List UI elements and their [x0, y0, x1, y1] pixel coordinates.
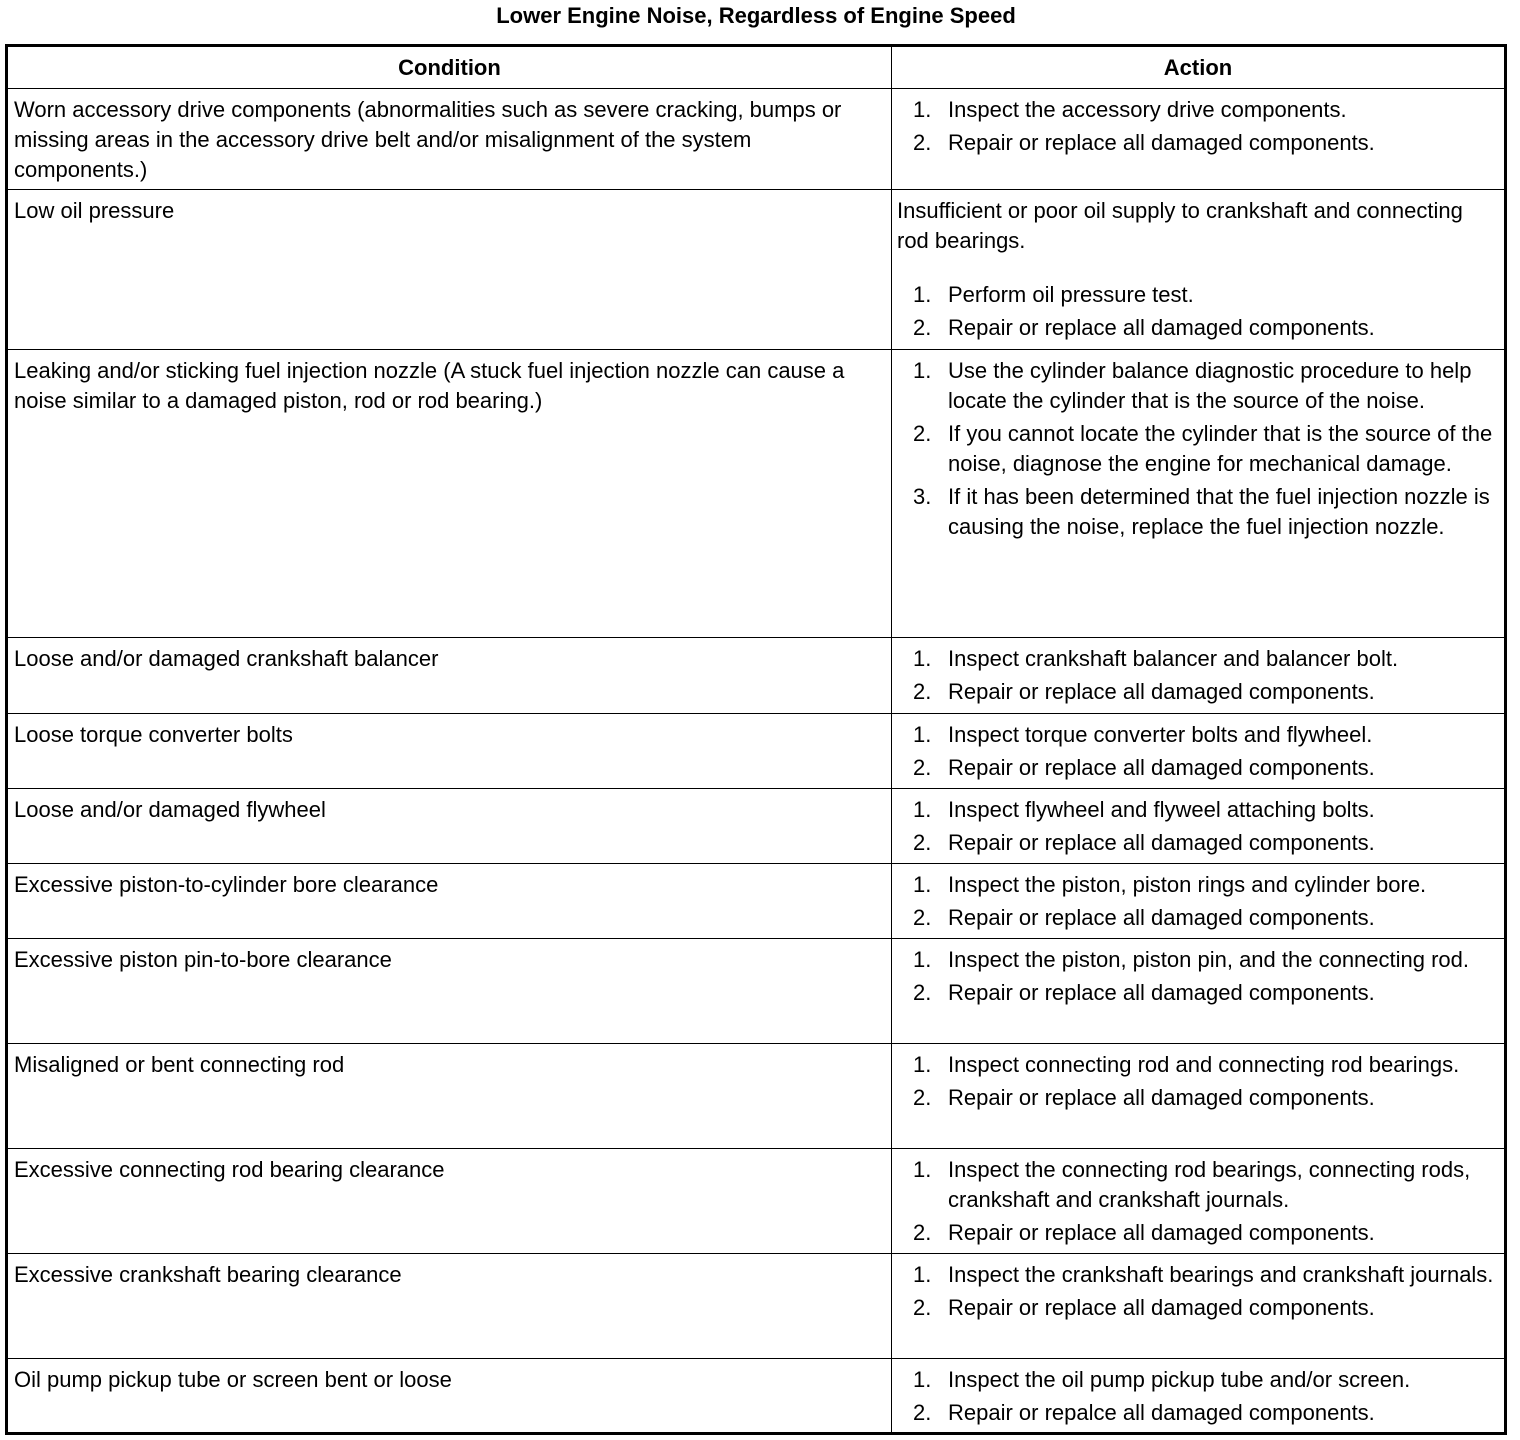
action-steps	[897, 870, 1496, 933]
condition-cell: Leaking and/or sticking fuel injection nozzle (A stuck fuel injection nozzle can cause a noise similar to a damaged piston, rod or rod bearing.)	[7, 350, 892, 638]
action-step	[897, 128, 1496, 158]
step-text: Repair or replace all damaged components.	[948, 1085, 1375, 1110]
action-steps	[897, 945, 1496, 1008]
step-text: Inspect torque converter bolts and flywheel.	[948, 722, 1373, 747]
action-steps	[897, 280, 1496, 343]
step-text: Repair or replace all damaged components.	[948, 315, 1375, 340]
header-row	[7, 46, 1506, 89]
page-title: Lower Engine Noise, Regardless of Engine Speed	[496, 3, 1016, 28]
condition-cell: Low oil pressure	[7, 190, 892, 350]
condition-header: Condition	[7, 46, 892, 89]
action-cell	[892, 939, 1506, 1044]
step-text: Repair or replace all damaged components.	[948, 130, 1375, 155]
step-number: 1.	[913, 282, 932, 307]
step-number: 2.	[913, 1220, 932, 1245]
step-text: Repair or repalce all damaged components.	[948, 1400, 1375, 1425]
step-text: Repair or replace all damaged components.	[948, 755, 1375, 780]
action-step	[897, 356, 1496, 416]
step-text: Repair or replace all damaged components.	[948, 679, 1375, 704]
step-text: Inspect the accessory drive components.	[948, 97, 1347, 122]
step-number: 1.	[913, 358, 932, 383]
table-row	[7, 939, 1506, 1044]
condition-cell: Excessive piston-to-cylinder bore clearance	[7, 864, 892, 939]
action-cell	[892, 864, 1506, 939]
action-step	[897, 828, 1496, 858]
action-step	[897, 419, 1496, 479]
step-text: Repair or replace all damaged components.	[948, 830, 1375, 855]
action-step	[897, 1293, 1496, 1323]
step-number: 2.	[913, 1085, 932, 1110]
action-step	[897, 95, 1496, 125]
step-number: 1.	[913, 947, 932, 972]
action-step	[897, 1398, 1496, 1428]
action-steps	[897, 95, 1496, 158]
step-number: 1.	[913, 646, 932, 671]
action-steps	[897, 644, 1496, 707]
action-steps	[897, 1050, 1496, 1113]
action-step	[897, 482, 1496, 542]
action-step	[897, 753, 1496, 783]
step-text: Repair or replace all damaged components.	[948, 980, 1375, 1005]
condition-cell: Excessive piston pin-to-bore clearance	[7, 939, 892, 1044]
step-number: 2.	[913, 1400, 932, 1425]
action-step	[897, 1260, 1496, 1290]
step-number: 2.	[913, 679, 932, 704]
table-row	[7, 1254, 1506, 1359]
step-text: Repair or replace all damaged components.	[948, 1220, 1375, 1245]
step-number: 2.	[913, 315, 932, 340]
step-text: Inspect the piston, piston pin, and the connecting rod.	[948, 947, 1470, 972]
step-number: 1.	[913, 1052, 932, 1077]
action-steps	[897, 1260, 1496, 1323]
action-step	[897, 978, 1496, 1008]
step-number: 2.	[913, 130, 932, 155]
step-number: 1.	[913, 797, 932, 822]
step-text: Inspect the piston, piston rings and cylinder bore.	[948, 872, 1427, 897]
action-cell	[892, 1044, 1506, 1149]
step-text: Perform oil pressure test.	[948, 282, 1194, 307]
action-header: Action	[892, 46, 1506, 89]
condition-cell: Loose and/or damaged flywheel	[7, 789, 892, 864]
table-row	[7, 1359, 1506, 1434]
diagnosis-table	[5, 44, 1507, 1435]
action-steps	[897, 720, 1496, 783]
step-text: Inspect the connecting rod bearings, connecting rods, crankshaft and crankshaft journals.	[948, 1157, 1471, 1212]
action-step	[897, 870, 1496, 900]
action-steps	[897, 795, 1496, 858]
step-number: 2.	[913, 421, 932, 446]
step-text: Inspect flywheel and flyweel attaching bolts.	[948, 797, 1375, 822]
step-number: 1.	[913, 1367, 932, 1392]
step-text: Repair or replace all damaged components.	[948, 1295, 1375, 1320]
action-step	[897, 644, 1496, 674]
action-step	[897, 677, 1496, 707]
table-row	[7, 638, 1506, 714]
action-step	[897, 1365, 1496, 1395]
table-row	[7, 1149, 1506, 1254]
step-number: 1.	[913, 1262, 932, 1287]
action-step	[897, 795, 1496, 825]
step-number: 1.	[913, 722, 932, 747]
action-step	[897, 720, 1496, 750]
action-cell	[892, 638, 1506, 714]
table-row	[7, 350, 1506, 638]
step-text: Inspect the oil pump pickup tube and/or screen.	[948, 1367, 1411, 1392]
action-step	[897, 903, 1496, 933]
action-cell	[892, 1149, 1506, 1254]
action-step	[897, 945, 1496, 975]
action-cell	[892, 1254, 1506, 1359]
step-number: 1.	[913, 1157, 932, 1182]
action-cell	[892, 350, 1506, 638]
condition-cell: Loose and/or damaged crankshaft balancer	[7, 638, 892, 714]
action-step	[897, 280, 1496, 310]
action-description: Insufficient or poor oil supply to crankshaft and connecting rod bearings.	[897, 198, 1463, 253]
step-number: 3.	[913, 484, 932, 509]
table-row	[7, 789, 1506, 864]
action-steps	[897, 356, 1496, 542]
step-text: If it has been determined that the fuel injection nozzle is causing the noise, replace the fuel injection nozzle.	[948, 484, 1490, 539]
step-number: 1.	[913, 97, 932, 122]
action-step	[897, 1218, 1496, 1248]
step-text: Inspect the crankshaft bearings and crankshaft journals.	[948, 1262, 1494, 1287]
action-cell	[892, 1359, 1506, 1434]
condition-cell: Excessive crankshaft bearing clearance	[7, 1254, 892, 1359]
table-row	[7, 1044, 1506, 1149]
step-number: 1.	[913, 872, 932, 897]
action-cell	[892, 789, 1506, 864]
action-cell	[892, 714, 1506, 789]
table-row	[7, 864, 1506, 939]
step-number: 2.	[913, 1295, 932, 1320]
step-number: 2.	[913, 905, 932, 930]
table-row	[7, 190, 1506, 350]
condition-cell: Loose torque converter bolts	[7, 714, 892, 789]
action-step	[897, 313, 1496, 343]
condition-cell: Excessive connecting rod bearing clearance	[7, 1149, 892, 1254]
step-number: 2.	[913, 830, 932, 855]
action-step	[897, 1050, 1496, 1080]
table-row	[7, 714, 1506, 789]
step-text: If you cannot locate the cylinder that is the source of the noise, diagnose the engine for mechanical damage.	[948, 421, 1493, 476]
step-text: Inspect connecting rod and connecting rod bearings.	[948, 1052, 1460, 1077]
condition-cell: Worn accessory drive components (abnormalities such as severe cracking, bumps or missing areas in the accessory drive belt and/or misalignment of the system components.)	[7, 89, 892, 190]
action-cell	[892, 89, 1506, 190]
condition-cell: Misaligned or bent connecting rod	[7, 1044, 892, 1149]
action-steps	[897, 1365, 1496, 1428]
table-row	[7, 89, 1506, 190]
step-number: 2.	[913, 755, 932, 780]
action-cell	[892, 190, 1506, 350]
step-text: Use the cylinder balance diagnostic procedure to help locate the cylinder that is the source of the noise.	[948, 358, 1472, 413]
condition-cell: Oil pump pickup tube or screen bent or loose	[7, 1359, 892, 1434]
action-step	[897, 1083, 1496, 1113]
step-text: Repair or replace all damaged components.	[948, 905, 1375, 930]
action-step	[897, 1155, 1496, 1215]
step-number: 2.	[913, 980, 932, 1005]
step-text: Inspect crankshaft balancer and balancer bolt.	[948, 646, 1399, 671]
action-steps	[897, 1155, 1496, 1248]
